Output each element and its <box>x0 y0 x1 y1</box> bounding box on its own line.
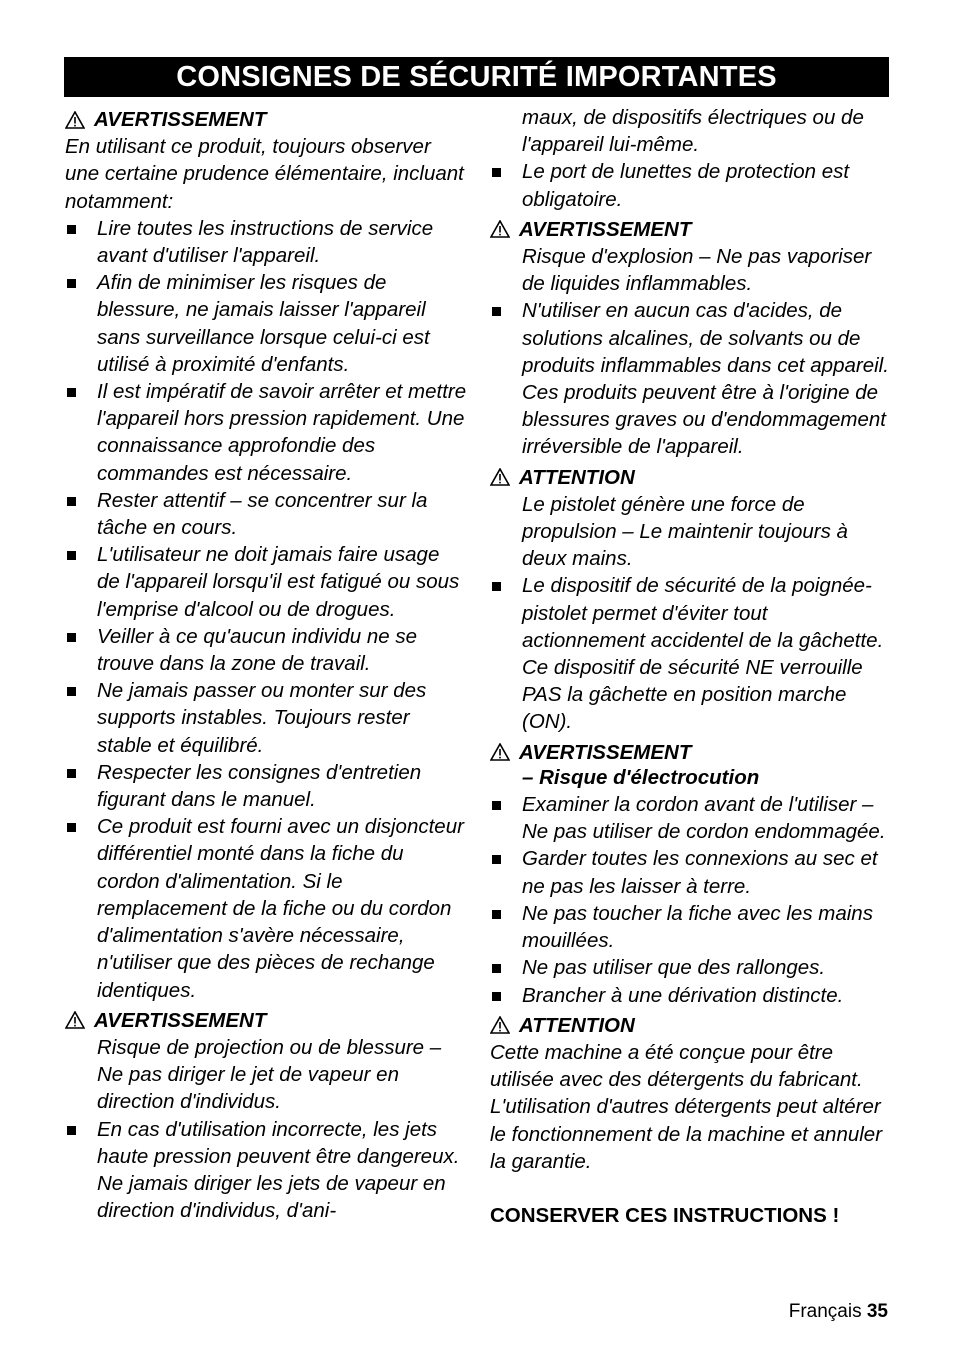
warning-heading <box>490 216 892 243</box>
list-item: Le dispositif de sécurité de la poignée-pistolet permet d'éviter tout actionnement accidentel de la gâchette. Ce dispositif de sécurité NE verrouille PAS la gâchette en position marche (ON). <box>490 572 892 735</box>
attention-heading <box>490 1012 892 1039</box>
list-item: Examiner la cordon avant de l'utiliser – Ne pas utiliser de cordon endommagée. <box>490 791 892 845</box>
bullet-square-icon <box>67 823 76 832</box>
warning-heading <box>65 1007 467 1034</box>
list-item: Brancher à une dérivation distincte. <box>490 982 892 1009</box>
warning-triangle-icon <box>490 468 510 486</box>
warning-subheading: – Risque d'électrocution <box>522 765 760 789</box>
right-column <box>490 104 892 1229</box>
list-item: Ne pas utiliser que des rallonges. <box>490 954 892 981</box>
page-footer <box>789 1301 888 1323</box>
warning-text: Risque d'explosion – Ne pas vaporiser de liquides inflammables. <box>522 245 872 296</box>
bullet-square-icon <box>492 964 501 973</box>
attention-text: Le pistolet génère une force de propulsion – Le maintenir toujours à deux mains. <box>522 492 848 571</box>
page-number: 35 <box>866 1301 888 1322</box>
bullet-square-icon <box>492 910 501 919</box>
page-title: CONSIGNES DE SÉCURITÉ IMPORTANTES <box>64 57 889 97</box>
attention-heading <box>490 464 892 491</box>
list-item: Veiller à ce qu'aucun individu ne se trouve dans la zone de travail. <box>65 623 467 677</box>
bullet-square-icon <box>492 992 501 1001</box>
warning-heading-text: AVERTISSEMENT <box>94 108 267 131</box>
list-item: Afin de minimiser les risques de blessure, ne jamais laisser l'appareil sans surveillance lorsque celui-ci est utilisé à proximité d'enfants. <box>65 269 467 378</box>
bullet-square-icon <box>67 769 76 778</box>
bullet-square-icon <box>67 497 76 506</box>
warning-text: Risque de projection ou de blessure – Ne pas diriger le jet de vapeur en direction d'individus. <box>97 1035 442 1114</box>
warning-triangle-icon <box>65 111 85 129</box>
list-item: En cas d'utilisation incorrecte, les jets haute pression peuvent être dangereux. Ne jamais diriger les jets de vapeur en direction d'individus, d'ani- <box>65 1116 467 1225</box>
attention-heading-text: ATTENTION <box>519 1013 635 1037</box>
warning-triangle-icon <box>490 743 510 761</box>
list-item: Respecter les consignes d'entretien figurant dans le manuel. <box>65 759 467 813</box>
warning-heading <box>65 106 467 133</box>
list-item: Rester attentif – se concentrer sur la tâche en cours. <box>65 487 467 541</box>
bullet-square-icon <box>492 582 501 591</box>
warning-heading-text: AVERTISSEMENT <box>94 1008 267 1032</box>
list-item: Ce produit est fourni avec un disjoncteur différentiel monté dans la fiche du cordon d'alimentation. Si le remplacement de la fiche ou du cordon d'alimentation s'avère nécessaire, n'utiliser que des pièces de rechange identiques. <box>65 813 467 1003</box>
warning-triangle-icon <box>490 1016 510 1034</box>
attention-text: Cette machine a été conçue pour être utilisée avec des détergents du fabricant. L'utilisation d'autres détergents peut altérer le fonctionnement de la machine et annuler la garantie. <box>490 1040 883 1173</box>
warning-triangle-icon <box>490 220 510 238</box>
warning-triangle-icon <box>65 1011 85 1029</box>
attention-heading-text: ATTENTION <box>519 465 635 489</box>
list-item: Ne pas toucher la fiche avec les mains mouillées. <box>490 900 892 954</box>
bullet-square-icon <box>492 855 501 864</box>
list-item: Il est impératif de savoir arrêter et mettre l'appareil hors pression rapidement. Une connaissance approfondie des commandes est nécessaire. <box>65 378 467 487</box>
bullet-square-icon <box>492 801 501 810</box>
intro-text: En utilisant ce produit, toujours observer une certaine prudence élémentaire, incluant notamment: <box>65 135 464 213</box>
list-item: Le port de lunettes de protection est obligatoire. <box>490 158 892 212</box>
bullet-square-icon <box>67 1126 76 1135</box>
keep-instructions-notice: CONSERVER CES INSTRUCTIONS ! <box>490 1203 840 1227</box>
list-item: Lire toutes les instructions de service avant d'utiliser l'appareil. <box>65 215 467 269</box>
bullet-square-icon <box>67 551 76 560</box>
list-item: N'utiliser en aucun cas d'acides, de solutions alcalines, de solvants ou de produits inflammables dans cet appareil. Ces produits peuvent être à l'origine de blessures graves ou d'endommagement irréversible de l'appareil. <box>490 297 892 460</box>
bullet-square-icon <box>492 307 501 316</box>
continuation-text: maux, de dispositifs électriques ou de l'appareil lui-même. <box>522 106 864 157</box>
bullet-square-icon <box>67 388 76 397</box>
bullet-square-icon <box>67 633 76 642</box>
warning-heading-text: AVERTISSEMENT <box>519 217 692 241</box>
warning-heading <box>490 739 892 766</box>
warning-heading-text: AVERTISSEMENT <box>519 740 692 764</box>
left-column <box>65 106 467 1224</box>
bullet-square-icon <box>67 225 76 234</box>
list-item: Ne jamais passer ou monter sur des supports instables. Toujours rester stable et équilibré. <box>65 677 467 759</box>
bullet-square-icon <box>492 168 501 177</box>
bullet-square-icon <box>67 687 76 696</box>
list-item: Garder toutes les connexions au sec et ne pas les laisser à terre. <box>490 845 892 899</box>
list-item: L'utilisateur ne doit jamais faire usage de l'appareil lorsqu'il est fatigué ou sous l'emprise d'alcool ou de drogues. <box>65 541 467 623</box>
bullet-square-icon <box>67 279 76 288</box>
footer-language: Français <box>788 1301 862 1322</box>
